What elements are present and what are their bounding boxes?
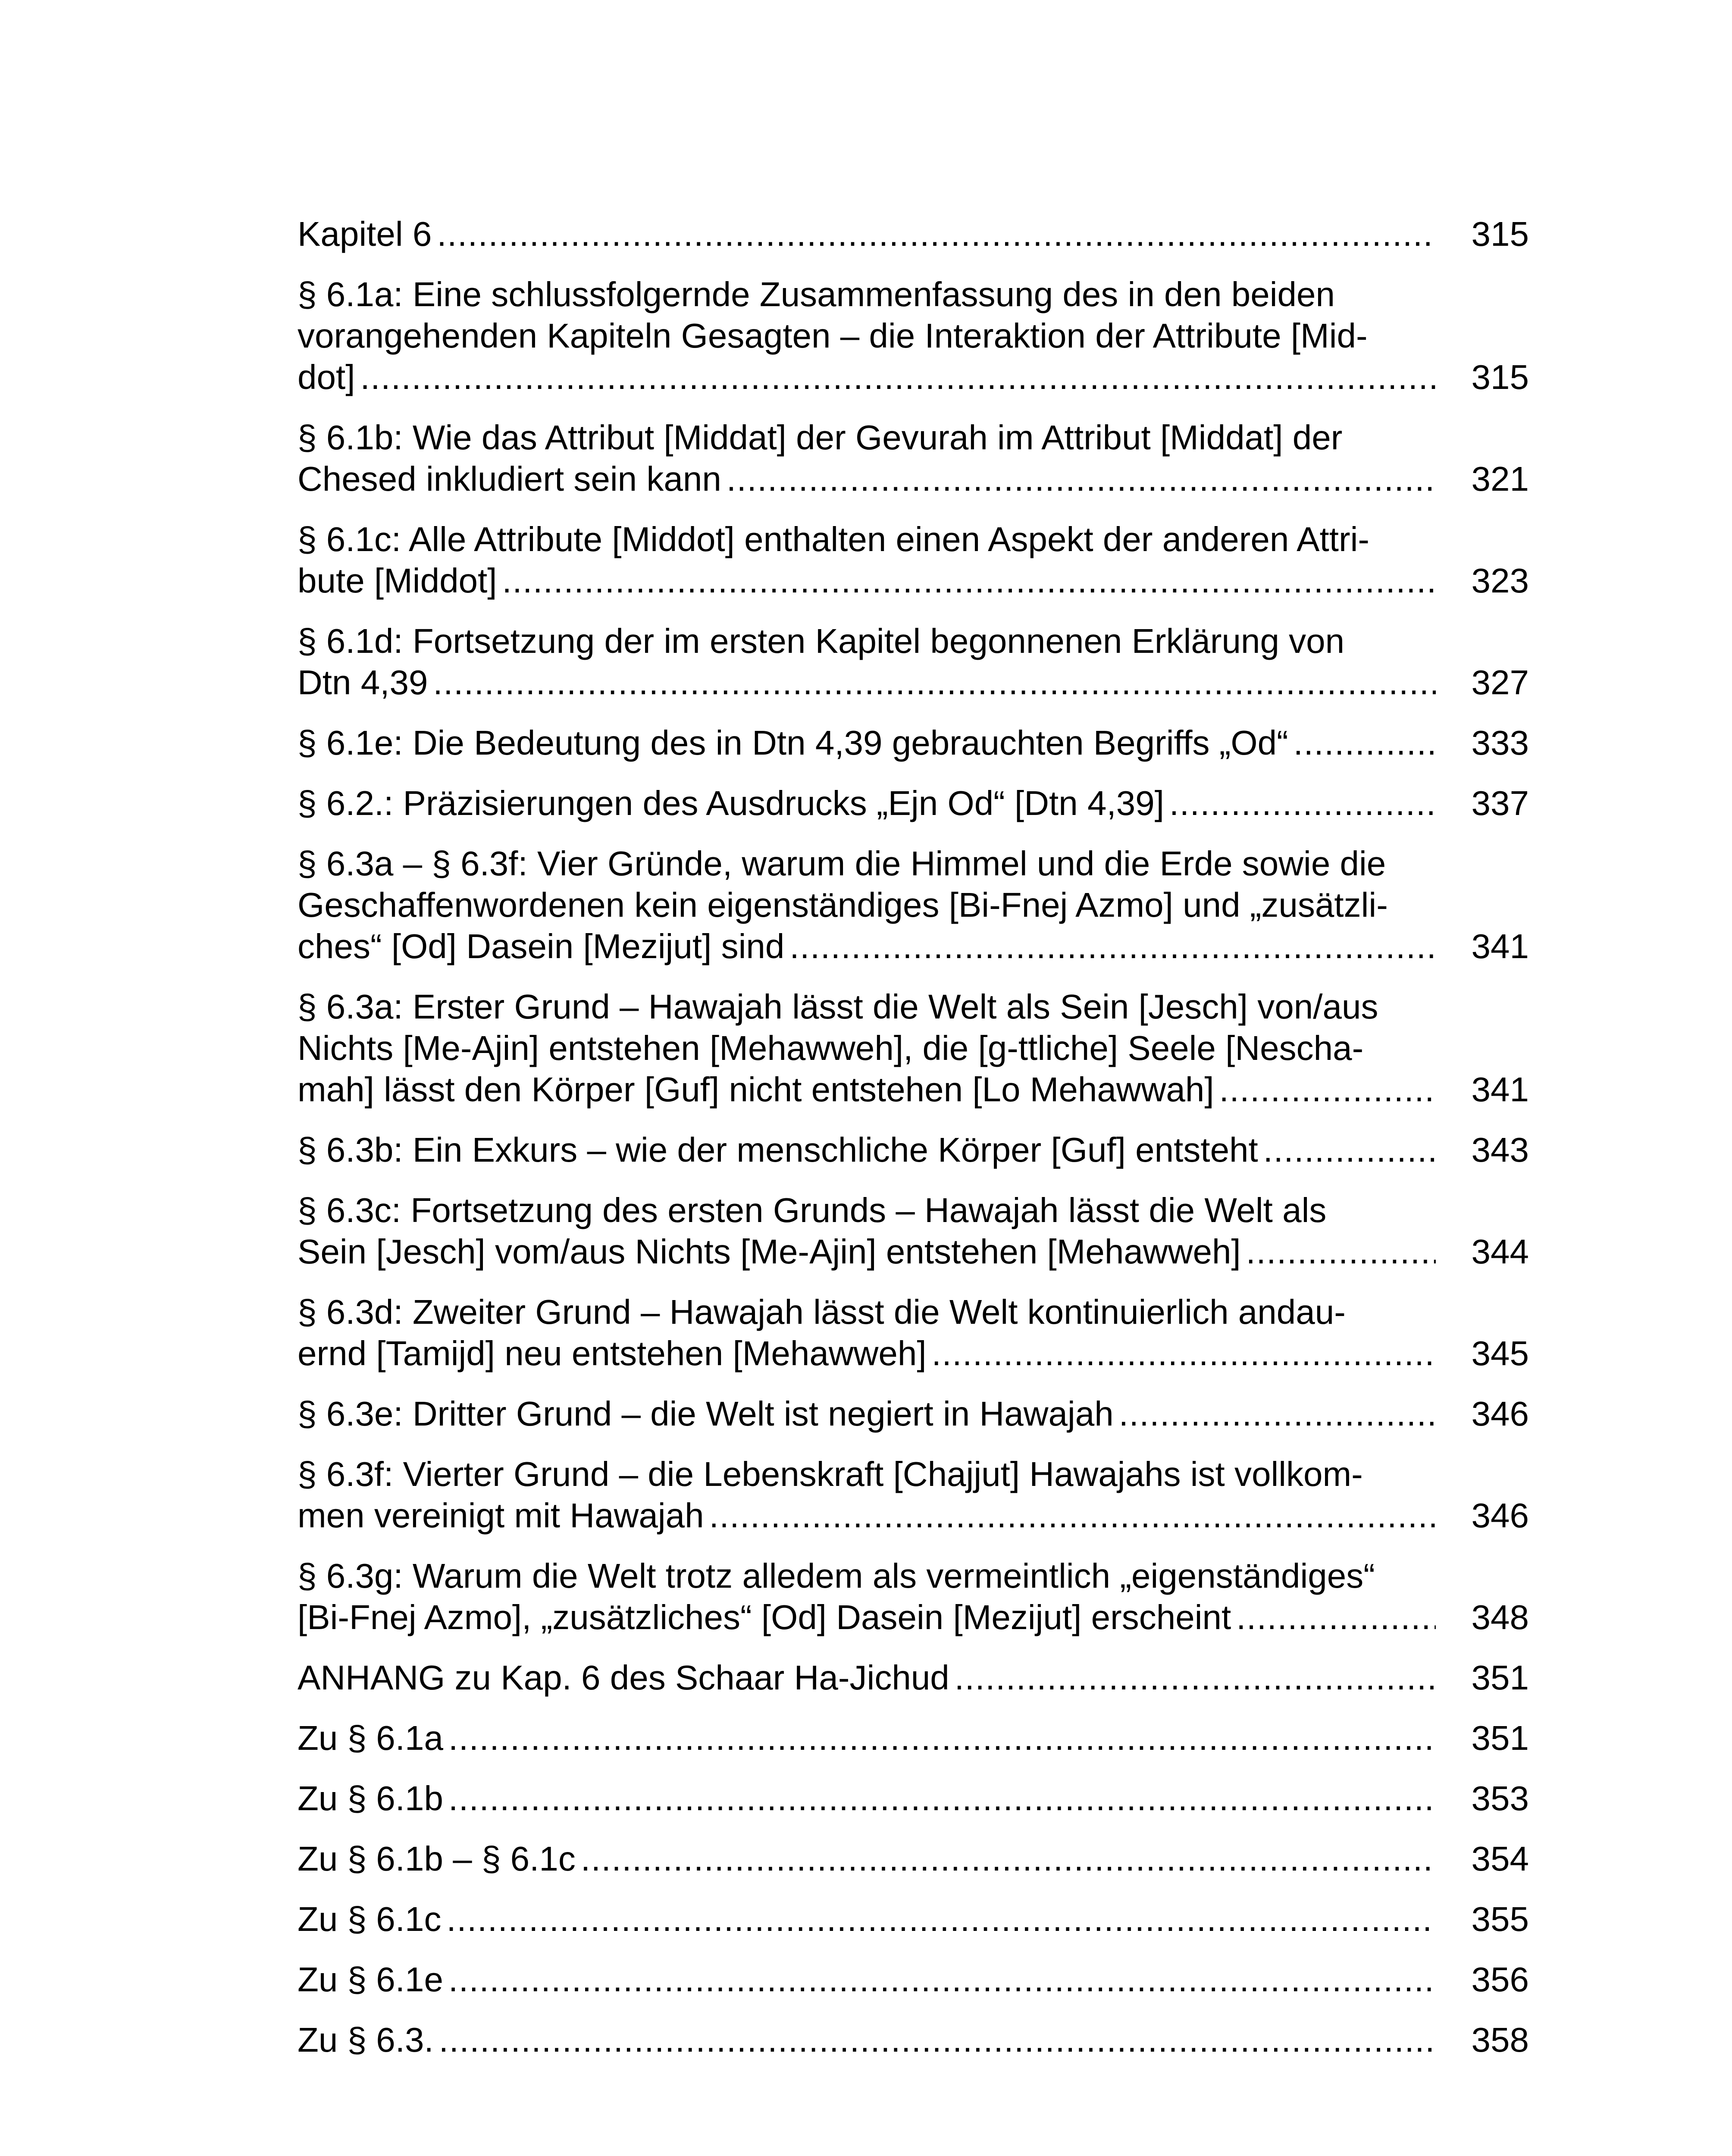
- toc-entry[interactable]: [298, 843, 1529, 967]
- toc-entry[interactable]: [298, 1778, 1529, 1819]
- toc-page-number: 351: [1471, 1658, 1529, 1697]
- toc-line: Nichts [Me-Ajin] entstehen [Mehawweh], die [g-ttliche] Seele [Nescha-: [298, 1029, 1364, 1067]
- toc-page-number: 323: [1471, 561, 1529, 600]
- toc-entry-title: [298, 843, 1436, 967]
- toc-line: § 6.1b: Wie das Attribut [Middat] der Gevurah im Attribut [Middat] der: [298, 418, 1343, 457]
- dot-leader: [433, 662, 1436, 703]
- dot-leader: [448, 1959, 1436, 2000]
- toc-line: § 6.3e: Dritter Grund – die Welt ist negiert in Hawajah: [298, 1395, 1114, 1433]
- toc-line: Geschaffenwordenen kein eigenständiges [Bi-Fnej Azmo] und „zusätzli-: [298, 886, 1388, 924]
- dot-leader: [1236, 1597, 1436, 1638]
- toc-entry[interactable]: [298, 213, 1529, 255]
- toc-page-number: 348: [1471, 1598, 1529, 1636]
- dot-leader: [709, 1495, 1436, 1536]
- toc-line: ches“ [Od] Dasein [Mezijut] sind: [298, 927, 785, 965]
- toc-entry-title: [298, 1190, 1436, 1272]
- toc-page-number: 355: [1471, 1900, 1529, 1938]
- toc-entry-title: [298, 213, 1436, 255]
- toc-line: Chesed inkludiert sein kann: [298, 460, 721, 498]
- toc-line: [Bi-Fnej Azmo], „zusätzliches“ [Od] Dasein [Mezijut] erscheint: [298, 1598, 1231, 1636]
- toc-page-number: 346: [1471, 1496, 1529, 1535]
- toc-entry-title: [298, 274, 1436, 398]
- dot-leader: [1219, 1069, 1436, 1110]
- toc-page-number: 346: [1471, 1395, 1529, 1433]
- toc-entry-title: [298, 1717, 1436, 1759]
- toc-entry[interactable]: [298, 519, 1529, 602]
- toc-entry[interactable]: [298, 722, 1529, 764]
- toc-line: Kapitel 6: [298, 215, 432, 253]
- toc-entry[interactable]: [298, 1838, 1529, 1880]
- toc-entry[interactable]: [298, 1129, 1529, 1171]
- toc-line: Sein [Jesch] vom/aus Nichts [Me-Ajin] entstehen [Mehawweh]: [298, 1232, 1241, 1271]
- dot-leader: [932, 1333, 1436, 1374]
- toc-line: Zu § 6.3.: [298, 2021, 434, 2059]
- toc-line: § 6.3f: Vierter Grund – die Lebenskraft [Chajjut] Hawajahs ist vollkom-: [298, 1455, 1363, 1493]
- toc-line: § 6.3a: Erster Grund – Hawajah lässt die Welt als Sein [Jesch] von/aus: [298, 987, 1378, 1026]
- toc-line: Zu § 6.1a: [298, 1719, 444, 1757]
- toc-line: vorangehenden Kapiteln Gesagten – die Interaktion der Attribute [Mid-: [298, 317, 1368, 355]
- dot-leader: [439, 2019, 1436, 2061]
- dot-leader: [448, 1778, 1436, 1819]
- toc-page-number: 358: [1471, 2021, 1529, 2059]
- toc-entry[interactable]: [298, 1899, 1529, 1940]
- toc-entry-title: [298, 1899, 1436, 1940]
- toc-line: § 6.3c: Fortsetzung des ersten Grunds – Hawajah lässt die Welt als: [298, 1191, 1327, 1229]
- toc-entry[interactable]: [298, 1657, 1529, 1698]
- toc-entry-title: [298, 1778, 1436, 1819]
- toc-line: Zu § 6.1b – § 6.1c: [298, 1839, 576, 1878]
- toc-line: § 6.2.: Präzisierungen des Ausdrucks „Ejn Od“ [Dtn 4,39]: [298, 784, 1164, 822]
- toc-page-number: 321: [1471, 460, 1529, 498]
- toc-line: § 6.3a – § 6.3f: Vier Gründe, warum die Himmel und die Erde sowie die: [298, 844, 1386, 883]
- toc-entry-title: [298, 1838, 1436, 1880]
- toc-line: Zu § 6.1e: [298, 1960, 444, 1999]
- dot-leader: [1263, 1129, 1436, 1171]
- toc-entry-title: [298, 620, 1436, 703]
- toc-entry[interactable]: [298, 783, 1529, 824]
- dot-leader: [955, 1657, 1436, 1698]
- toc-entry-title: [298, 1393, 1436, 1435]
- toc-entry-title: [298, 519, 1436, 602]
- toc-entry[interactable]: [298, 986, 1529, 1110]
- toc-entry[interactable]: [298, 2019, 1529, 2061]
- toc-entry-title: [298, 417, 1436, 500]
- toc-line: § 6.1c: Alle Attribute [Middot] enthalten einen Aspekt der anderen Attri-: [298, 520, 1370, 558]
- table-of-contents: [298, 213, 1529, 2080]
- toc-line: ANHANG zu Kap. 6 des Schaar Ha-Jichud: [298, 1658, 949, 1697]
- toc-line: § 6.1a: Eine schlussfolgernde Zusammenfassung des in den beiden: [298, 275, 1335, 313]
- toc-entry[interactable]: [298, 1393, 1529, 1435]
- toc-entry-title: [298, 1291, 1436, 1374]
- toc-entry-title: [298, 783, 1436, 824]
- toc-entry-title: [298, 2019, 1436, 2061]
- dot-leader: [447, 1899, 1436, 1940]
- toc-page-number: 315: [1471, 215, 1529, 253]
- toc-entry[interactable]: [298, 1959, 1529, 2000]
- toc-line: Dtn 4,39: [298, 663, 428, 702]
- toc-page-number: 351: [1471, 1719, 1529, 1757]
- toc-line: § 6.3g: Warum die Welt trotz alledem als vermeintlich „eigenständiges“: [298, 1557, 1375, 1595]
- toc-page-number: 354: [1471, 1839, 1529, 1878]
- toc-page-number: 341: [1471, 927, 1529, 965]
- dot-leader: [1294, 722, 1436, 764]
- dot-leader: [437, 213, 1436, 255]
- toc-entry[interactable]: [298, 1190, 1529, 1272]
- toc-page-number: 327: [1471, 663, 1529, 702]
- dot-leader: [727, 458, 1436, 500]
- toc-page-number: 356: [1471, 1960, 1529, 1999]
- dot-leader: [581, 1838, 1436, 1880]
- toc-line: § 6.1e: Die Bedeutung des in Dtn 4,39 gebrauchten Begriffs „Od“: [298, 724, 1288, 762]
- toc-entry-title: [298, 1454, 1436, 1536]
- toc-line: men vereinigt mit Hawajah: [298, 1496, 704, 1535]
- dot-leader: [1169, 783, 1436, 824]
- toc-line: bute [Middot]: [298, 561, 497, 600]
- toc-line: § 6.3d: Zweiter Grund – Hawajah lässt die Welt kontinuierlich andau-: [298, 1293, 1346, 1331]
- toc-line: mah] lässt den Körper [Guf] nicht entstehen [Lo Mehawwah]: [298, 1070, 1214, 1109]
- toc-line: § 6.3b: Ein Exkurs – wie der menschliche Körper [Guf] entsteht: [298, 1131, 1258, 1169]
- dot-leader: [502, 560, 1436, 602]
- toc-page-number: 353: [1471, 1779, 1529, 1818]
- toc-page-number: 341: [1471, 1070, 1529, 1109]
- toc-page-number: 344: [1471, 1232, 1529, 1271]
- toc-entry-title: [298, 1555, 1436, 1638]
- dot-leader: [1119, 1393, 1436, 1435]
- toc-entry[interactable]: [298, 274, 1529, 398]
- toc-entry-title: [298, 986, 1436, 1110]
- toc-page-number: 345: [1471, 1334, 1529, 1373]
- toc-entry[interactable]: [298, 1291, 1529, 1374]
- dot-leader: [789, 926, 1436, 967]
- toc-entry[interactable]: [298, 417, 1529, 500]
- toc-page-number: 337: [1471, 784, 1529, 822]
- toc-line: dot]: [298, 358, 355, 396]
- toc-page-number: 315: [1471, 358, 1529, 396]
- toc-entry-title: [298, 1959, 1436, 2000]
- dot-leader: [360, 357, 1436, 398]
- toc-entry-title: [298, 1129, 1436, 1171]
- toc-entry-title: [298, 1657, 1436, 1698]
- toc-line: Zu § 6.1c: [298, 1900, 442, 1938]
- toc-line: ernd [Tamijd] neu entstehen [Mehawweh]: [298, 1334, 927, 1373]
- toc-line: Zu § 6.1b: [298, 1779, 444, 1818]
- toc-page-number: 333: [1471, 724, 1529, 762]
- toc-entry[interactable]: [298, 1717, 1529, 1759]
- toc-page-number: 343: [1471, 1131, 1529, 1169]
- dot-leader: [448, 1717, 1436, 1759]
- dot-leader: [1246, 1231, 1436, 1272]
- toc-entry[interactable]: [298, 620, 1529, 703]
- toc-entry[interactable]: [298, 1454, 1529, 1536]
- toc-entry[interactable]: [298, 1555, 1529, 1638]
- toc-line: § 6.1d: Fortsetzung der im ersten Kapitel begonnenen Erklärung von: [298, 622, 1345, 660]
- toc-entry-title: [298, 722, 1436, 764]
